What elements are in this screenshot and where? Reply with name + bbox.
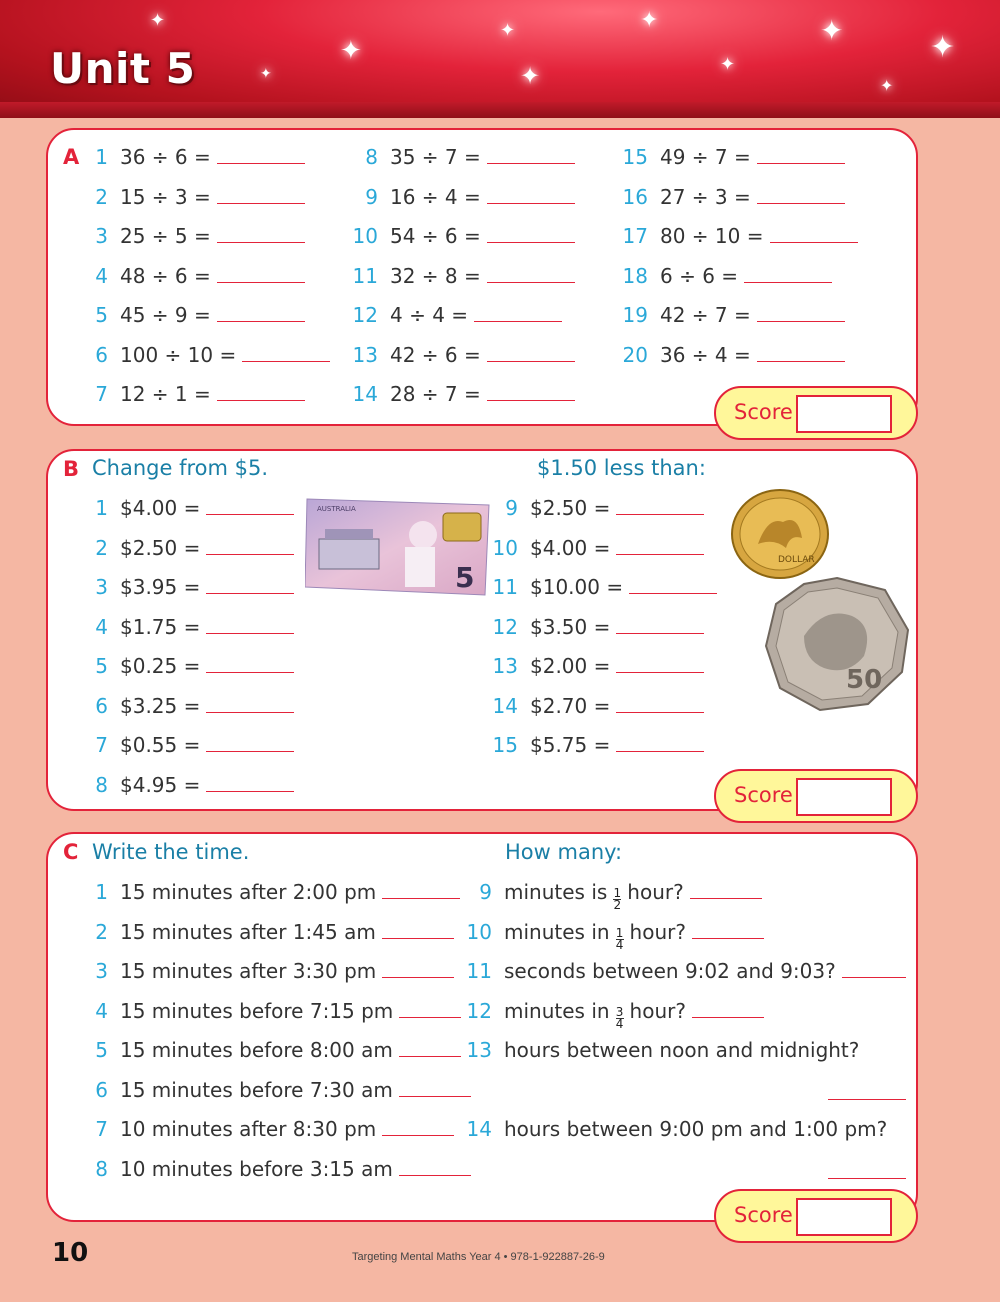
sparkle-icon: ✦ — [500, 20, 516, 41]
answer-blank[interactable] — [242, 360, 330, 362]
question-item — [486, 615, 704, 639]
question-item — [76, 145, 305, 169]
answer-blank[interactable] — [206, 513, 294, 515]
answer-blank[interactable] — [487, 162, 575, 164]
question-number: 2 — [95, 535, 108, 560]
question-text: $0.25 = — [120, 654, 201, 678]
answer-blank[interactable] — [217, 162, 305, 164]
answer-blank[interactable] — [206, 553, 294, 555]
page-title: Unit 5 — [50, 44, 196, 93]
fraction-denominator: 4 — [615, 937, 624, 952]
sparkle-icon: ✦ — [640, 8, 659, 33]
fraction-numerator: 1 — [615, 925, 624, 940]
question-text: $3.50 = — [530, 614, 611, 639]
question-item — [76, 264, 305, 288]
answer-blank[interactable] — [757, 360, 845, 362]
question-item — [346, 185, 575, 209]
question-text: 15 minutes after 1:45 am — [120, 919, 376, 944]
question-number: 14 — [352, 382, 378, 406]
answer-blank[interactable] — [487, 281, 575, 283]
sparkle-icon: ✦ — [520, 62, 541, 90]
question-item — [76, 224, 305, 248]
section-b-letter: B — [63, 457, 80, 481]
question-number: 11 — [352, 263, 378, 288]
question-item — [616, 224, 858, 248]
question-item — [346, 224, 575, 248]
question-text: 10 minutes before 3:15 am — [120, 1156, 393, 1181]
question-number: 8 — [95, 1156, 108, 1181]
question-text: 12 ÷ 1 = — [120, 382, 211, 406]
question-text: $2.00 = — [530, 654, 611, 678]
question-number: 1 — [95, 880, 108, 904]
question-item — [462, 920, 764, 953]
question-item — [76, 382, 305, 406]
question-item — [76, 1117, 454, 1141]
question-number: 14 — [466, 1117, 492, 1141]
question-number: 15 — [622, 145, 648, 169]
question-text: 15 minutes before 7:15 pm — [120, 998, 394, 1023]
question-text: 49 ÷ 7 = — [660, 145, 751, 169]
question-text: 54 ÷ 6 = — [390, 224, 481, 248]
question-item — [462, 1038, 859, 1062]
question-number: 13 — [352, 342, 378, 367]
question-item — [616, 303, 845, 327]
answer-blank[interactable] — [206, 790, 294, 792]
question-number: 13 — [492, 654, 518, 678]
question-number: 13 — [466, 1038, 492, 1062]
question-text: 15 minutes before 8:00 am — [120, 1038, 393, 1062]
question-text: $10.00 = — [530, 575, 624, 599]
question-number: 4 — [95, 614, 108, 639]
question-item — [76, 999, 461, 1023]
section-a-score — [714, 386, 918, 440]
question-text: hour? — [629, 998, 686, 1023]
question-item — [76, 733, 294, 757]
question-number: 3 — [95, 224, 108, 248]
sparkle-icon: ✦ — [150, 10, 166, 31]
question-item — [76, 959, 454, 983]
question-number: 2 — [95, 184, 108, 209]
question-item — [76, 343, 330, 367]
question-text: hour? — [627, 880, 684, 904]
question-item — [486, 733, 704, 757]
question-text: 4 ÷ 4 = — [390, 303, 469, 327]
question-text: 35 ÷ 7 = — [390, 145, 481, 169]
question-item — [486, 536, 704, 560]
fraction-numerator: 3 — [615, 1004, 624, 1019]
question-item — [76, 575, 294, 599]
question-number: 9 — [479, 880, 492, 904]
score-label: Score — [734, 1203, 793, 1227]
question-item — [76, 536, 294, 560]
answer-blank[interactable] — [757, 202, 845, 204]
answer-blank[interactable] — [487, 241, 575, 243]
answer-blank[interactable] — [382, 937, 454, 939]
answer-blank[interactable] — [382, 976, 454, 978]
section-c-heading-right: How many: — [505, 840, 623, 864]
question-text: 15 minutes after 3:30 pm — [120, 959, 377, 983]
question-text: 80 ÷ 10 = — [660, 224, 764, 248]
question-text: $4.95 = — [120, 772, 201, 797]
question-item — [346, 303, 562, 327]
answer-blank[interactable] — [217, 281, 305, 283]
question-text: 100 ÷ 10 = — [120, 342, 237, 367]
question-item — [616, 343, 845, 367]
note-value: 5 — [455, 561, 475, 594]
answer-blank[interactable] — [487, 399, 575, 401]
question-number: 12 — [352, 303, 378, 327]
fraction-denominator: 2 — [613, 898, 622, 912]
question-item — [616, 264, 832, 288]
question-number: 7 — [95, 1117, 108, 1141]
question-number: 5 — [95, 654, 108, 678]
question-text: $2.50 = — [530, 496, 611, 520]
sparkle-icon: ✦ — [820, 14, 844, 47]
question-number: 20 — [622, 342, 648, 367]
answer-blank[interactable] — [206, 750, 294, 752]
question-number: 4 — [95, 998, 108, 1023]
sparkle-icon: ✦ — [930, 30, 956, 65]
question-text: $1.75 = — [120, 614, 201, 639]
section-b-score — [714, 769, 918, 823]
answer-blank[interactable] — [217, 202, 305, 204]
answer-blank[interactable] — [828, 1177, 906, 1179]
answer-blank[interactable] — [828, 1098, 906, 1100]
answer-blank[interactable] — [487, 202, 575, 204]
question-text: 36 ÷ 4 = — [660, 342, 751, 367]
question-text: hours between 9:00 pm and 1:00 pm? — [504, 1117, 888, 1141]
question-item — [346, 382, 575, 406]
question-number: 18 — [622, 263, 648, 288]
question-item — [462, 1117, 887, 1141]
question-item — [616, 185, 845, 209]
question-text: 36 ÷ 6 = — [120, 145, 211, 169]
fraction — [615, 925, 624, 952]
answer-blank[interactable] — [217, 320, 305, 322]
question-number: 6 — [95, 342, 108, 367]
fifty-cent-coin-image — [764, 576, 910, 712]
sparkle-icon: ✦ — [260, 66, 272, 82]
question-number: 19 — [622, 303, 648, 327]
question-text: hour? — [629, 919, 686, 944]
question-number: 5 — [95, 1038, 108, 1062]
question-number: 9 — [365, 184, 378, 209]
five-dollar-note-image — [305, 495, 491, 597]
question-number: 2 — [95, 919, 108, 944]
answer-blank[interactable] — [629, 592, 717, 594]
question-item — [346, 145, 575, 169]
section-c-letter: C — [63, 840, 79, 864]
question-number: 16 — [622, 184, 648, 209]
answer-blank[interactable] — [616, 711, 704, 713]
question-item — [76, 1078, 471, 1102]
question-number: 4 — [95, 263, 108, 288]
answer-blank[interactable] — [382, 1134, 454, 1136]
section-a-letter: A — [63, 145, 80, 169]
question-number: 5 — [95, 303, 108, 327]
fraction — [613, 888, 621, 911]
question-item — [76, 1038, 461, 1062]
fraction-denominator: 4 — [615, 1016, 624, 1031]
answer-blank[interactable] — [757, 320, 845, 322]
question-text: seconds between 9:02 and 9:03? — [504, 959, 836, 983]
sparkle-icon: ✦ — [340, 36, 362, 66]
answer-blank[interactable] — [474, 320, 562, 322]
question-item — [462, 999, 764, 1032]
question-item — [462, 880, 762, 913]
question-number: 8 — [95, 772, 108, 797]
question-text: 15 minutes after 2:00 pm — [120, 880, 377, 904]
question-text: 32 ÷ 8 = — [390, 263, 481, 288]
question-text: 48 ÷ 6 = — [120, 263, 211, 288]
question-text: $0.55 = — [120, 733, 201, 757]
question-text: 6 ÷ 6 = — [660, 263, 739, 288]
question-item — [462, 959, 906, 983]
answer-blank[interactable] — [744, 281, 832, 283]
answer-blank[interactable] — [757, 162, 845, 164]
sparkle-icon: ✦ — [720, 54, 736, 75]
answer-blank[interactable] — [382, 897, 460, 899]
question-text: 15 ÷ 3 = — [120, 184, 211, 209]
question-number: 1 — [95, 145, 108, 169]
question-text: 42 ÷ 7 = — [660, 303, 751, 327]
question-number: 17 — [622, 224, 648, 248]
section-b-heading-left: Change from $5. — [92, 456, 269, 480]
section-c-score — [714, 1189, 918, 1243]
answer-blank[interactable] — [770, 241, 858, 243]
question-item — [346, 343, 575, 367]
score-label: Score — [734, 400, 793, 424]
question-item — [76, 920, 454, 944]
question-text: $2.50 = — [120, 535, 201, 560]
question-text: 27 ÷ 3 = — [660, 184, 751, 209]
answer-blank[interactable] — [399, 1095, 471, 1097]
question-number: 10 — [352, 224, 378, 248]
question-item — [76, 185, 305, 209]
answer-blank[interactable] — [206, 592, 294, 594]
score-label: Score — [734, 783, 793, 807]
answer-blank[interactable] — [842, 976, 906, 978]
question-item — [76, 694, 294, 718]
question-number: 6 — [95, 693, 108, 718]
question-item — [76, 303, 305, 327]
question-item — [486, 496, 704, 520]
answer-blank[interactable] — [399, 1174, 471, 1176]
answer-blank[interactable] — [487, 360, 575, 362]
answer-blank[interactable] — [616, 553, 704, 555]
question-number: 15 — [492, 733, 518, 757]
question-text: 45 ÷ 9 = — [120, 303, 211, 327]
answer-blank[interactable] — [399, 1055, 461, 1057]
fraction — [615, 1004, 624, 1031]
question-number: 6 — [95, 1077, 108, 1102]
question-number: 9 — [505, 496, 518, 520]
question-text: 16 ÷ 4 = — [390, 184, 481, 209]
question-text: 28 ÷ 7 = — [390, 382, 481, 406]
question-item — [76, 880, 460, 904]
score-input-box[interactable] — [796, 395, 892, 433]
coin-label: DOLLAR — [778, 555, 815, 565]
question-text: $3.95 = — [120, 575, 201, 599]
question-text: minutes is — [504, 880, 608, 904]
answer-blank[interactable] — [217, 241, 305, 243]
answer-blank[interactable] — [692, 937, 764, 939]
question-number: 7 — [95, 733, 108, 757]
question-number: 11 — [466, 959, 492, 983]
page-number: 10 — [52, 1238, 89, 1268]
question-text: $3.25 = — [120, 693, 201, 718]
question-number: 10 — [466, 919, 492, 944]
section-c-heading-left: Write the time. — [92, 840, 250, 864]
score-input-box[interactable] — [796, 778, 892, 816]
question-item — [346, 264, 575, 288]
question-text: $4.00 = — [120, 496, 201, 520]
question-item — [76, 615, 294, 639]
question-item — [76, 654, 294, 678]
question-text: minutes in — [504, 919, 610, 944]
question-item — [486, 694, 704, 718]
question-text: 15 minutes before 7:30 am — [120, 1077, 393, 1102]
answer-blank[interactable] — [399, 1016, 461, 1018]
answer-blank[interactable] — [616, 671, 704, 673]
answer-blank[interactable] — [206, 632, 294, 634]
question-number: 3 — [95, 575, 108, 599]
question-text: hours between noon and midnight? — [504, 1038, 860, 1062]
question-text: $2.70 = — [530, 693, 611, 718]
question-item — [76, 773, 294, 797]
question-number: 14 — [492, 693, 518, 718]
answer-blank[interactable] — [692, 1016, 764, 1018]
question-text: 10 minutes after 8:30 pm — [120, 1117, 377, 1141]
coin-label: 50 — [846, 665, 883, 695]
question-number: 12 — [466, 998, 492, 1023]
question-number: 12 — [492, 614, 518, 639]
answer-blank[interactable] — [206, 711, 294, 713]
note-label: AUSTRALIA — [317, 505, 356, 513]
answer-blank[interactable] — [690, 897, 762, 899]
fraction-numerator: 1 — [613, 886, 622, 900]
question-number: 3 — [95, 959, 108, 983]
question-number: 8 — [365, 145, 378, 169]
question-text: 25 ÷ 5 = — [120, 224, 211, 248]
section-b-heading-right: $1.50 less than: — [537, 456, 706, 480]
question-number: 1 — [95, 496, 108, 520]
answer-blank[interactable] — [616, 513, 704, 515]
question-item — [616, 145, 845, 169]
sparkle-icon: ✦ — [880, 76, 894, 95]
question-text: minutes in — [504, 998, 610, 1023]
score-input-box[interactable] — [796, 1198, 892, 1236]
question-text: $5.75 = — [530, 733, 611, 757]
question-item — [486, 575, 717, 599]
question-number: 7 — [95, 382, 108, 406]
question-number: 10 — [492, 535, 518, 560]
answer-blank[interactable] — [217, 399, 305, 401]
answer-blank[interactable] — [206, 671, 294, 673]
question-item — [486, 654, 704, 678]
question-text: $4.00 = — [530, 535, 611, 560]
answer-blank[interactable] — [616, 750, 704, 752]
question-item — [76, 1157, 471, 1181]
answer-blank[interactable] — [616, 632, 704, 634]
question-item — [76, 496, 294, 520]
question-text: 42 ÷ 6 = — [390, 342, 481, 367]
question-number: 11 — [492, 575, 518, 599]
one-dollar-coin-image — [728, 486, 832, 582]
footer-text: Targeting Mental Maths Year 4 • 978-1-922887-26-9 — [352, 1251, 605, 1263]
